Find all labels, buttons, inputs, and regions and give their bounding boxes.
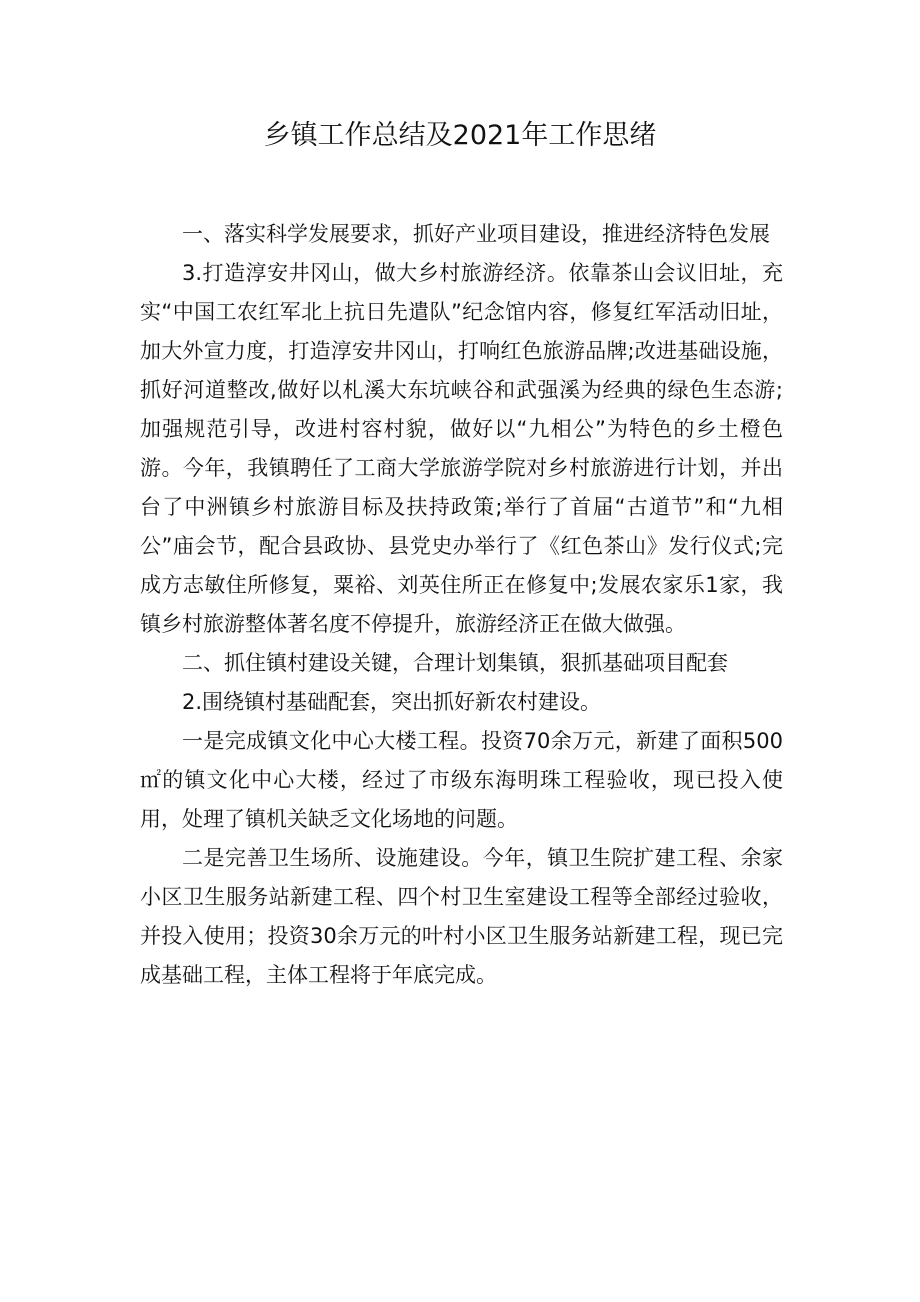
section-heading-1: 一、落实科学发展要求，抓好产业项目建设，推进经济特色发展 [182, 222, 770, 246]
paragraph-infrastructure: 2.围绕镇村基础配套，突出抓好新农村建设。 [182, 690, 602, 714]
paragraph-culture-center: 一是完成镇文化中心大楼工程。投资70余万元，新建了面积500㎡的镇文化中心大楼，经过了市级东海明珠工程验收，现已投入使用，处理了镇机关缺乏文化场地的问题。 [140, 729, 783, 831]
paragraph-tourism: 3.打造淳安井冈山，做大乡村旅游经济。依靠茶山会议旧址，充实“中国工农红军北上抗日先遣队”纪念馆内容，修复红军活动旧址，加大外宣力度，打造淳安井冈山，打响红色旅游品牌;改进基础设施，抓好河道整改,做好以札溪大东坑峡谷和武强溪为经典的绿色生态游;加强规范引导，改进村容村貌，做好以“九相公”为特色的乡土橙色游。今年，我镇聘任了工商大学旅游学院对乡村旅游进行计划，并出台了中洲镇乡村旅游目标及扶持政策;举行了首届“古道节”和“九相公”庙会节，配合县政协、县党史办举行了《红色茶山》发行仪式;完成方志敏住所修复，粟裕、刘英住所正在修复中;发展农家乐1家，我镇乡村旅游整体著名度不停提升，旅游经济正在做大做强。 [140, 261, 783, 636]
document-body [140, 215, 783, 995]
section-heading-2: 二、抓住镇村建设关键，合理计划集镇，狠抓基础项目配套 [182, 651, 728, 675]
document-title: 乡镇工作总结及2021年工作思绪 [263, 120, 657, 151]
paragraph-health-facilities: 二是完善卫生场所、设施建设。今年，镇卫生院扩建工程、余家小区卫生服务站新建工程、四个村卫生室建设工程等全部经过验收，并投入使用；投资30余万元的叶村小区卫生服务站新建工程，现已完成基础工程，主体工程将于年底完成。 [140, 846, 783, 987]
